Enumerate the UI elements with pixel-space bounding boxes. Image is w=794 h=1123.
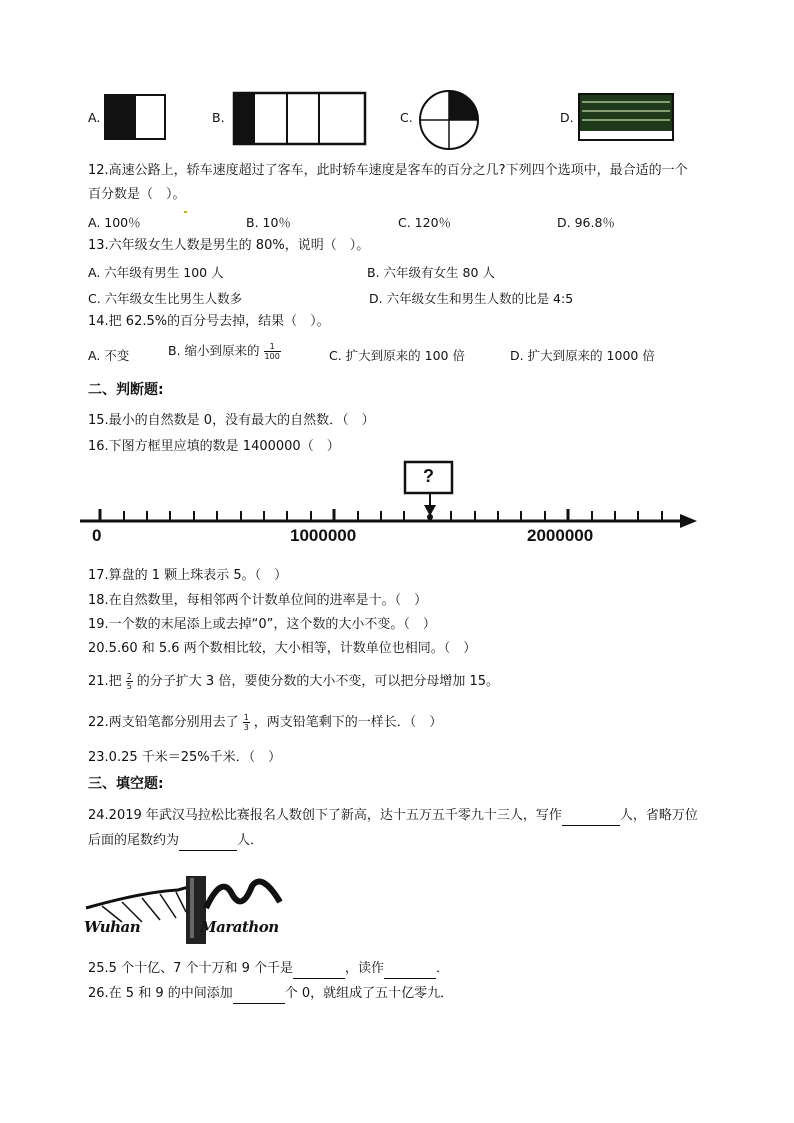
- q12-option-b: B. 10％: [246, 215, 291, 230]
- fraction-denominator: 3: [243, 723, 249, 732]
- number-line-label-1000000: 1000000: [290, 526, 357, 545]
- q14-option-d: D. 扩大到原来的 1000 倍: [510, 348, 655, 363]
- q24-line2-prefix: 后面的尾数约为: [88, 833, 180, 848]
- q11-option-c-label: C.: [400, 110, 413, 125]
- q24-blank-approx[interactable]: [179, 832, 237, 851]
- q14-text: 14.把 62.5%的百分号去掉，结果（ ）。: [88, 314, 330, 329]
- q19-text: 19.一个数的末尾添上或去掉“0”，这个数的大小不变。（ ）: [88, 617, 436, 632]
- section-heading-fill-in: 三、填空题:: [88, 776, 164, 792]
- q24-text-line1: [88, 807, 698, 826]
- q15-text: 15.最小的自然数是 0，没有最大的自然数．（ ）: [88, 413, 375, 428]
- q12-option-a: A. 100％: [88, 215, 141, 230]
- q13-text: 13.六年级女生人数是男生的 80%，说明（ ）。: [88, 238, 370, 253]
- q25-blank-reading[interactable]: [384, 960, 436, 979]
- q24-line1-prefix: 24.2019 年武汉马拉松比赛报名人数创下了新高，达十五万五千零九十三人，写作: [88, 808, 562, 823]
- q17-text: 17.算盘的 1 颗上珠表示 5。（ ）: [88, 568, 288, 583]
- q12-option-c: C. 120％: [398, 215, 452, 230]
- q12-text-line1: 12.高速公路上，轿车速度超过了客车，此时轿车速度是客车的百分之几?下列四个选项中，最合适的一个: [88, 163, 688, 178]
- q25-suffix: ．: [436, 961, 450, 976]
- q21-prefix: 21.把: [88, 674, 122, 689]
- q11-option-a-label: A.: [88, 110, 101, 125]
- q13-option-d: D. 六年级女生和男生人数的比是 4:5: [369, 291, 574, 306]
- fraction-denominator: 5: [126, 682, 132, 691]
- number-line-label-2000000: 2000000: [527, 526, 594, 545]
- fraction-denominator: 100: [264, 352, 280, 361]
- q22-fraction: [243, 713, 250, 732]
- q22-prefix: 22.两支铅笔都分别用去了: [88, 715, 239, 730]
- q22-text: [88, 713, 442, 732]
- q18-text: 18.在自然数里，每相邻两个计数单位间的进率是十。（ ）: [88, 593, 428, 608]
- logo-text-wuhan: Wuhan: [84, 918, 141, 936]
- fraction-numerator: 1: [264, 342, 281, 352]
- q11-option-b-label: B.: [212, 110, 225, 125]
- q13-option-a: A. 六年级有男生 100 人: [88, 265, 224, 280]
- q24-line2-suffix: 人．: [237, 833, 264, 848]
- q13-option-c: C. 六年级女生比男生人数多: [88, 291, 243, 306]
- q26-suffix: 个 0，就组成了五十亿零九．: [284, 986, 454, 1001]
- q26-prefix: 26.在 5 和 9 的中间添加: [88, 986, 233, 1001]
- q23-text: 23.0.25 千米＝25%千米．（ ）: [88, 750, 282, 765]
- q16-text: 16.下图方框里应填的数是 1400000（ ）: [88, 439, 340, 454]
- q14-option-c: C. 扩大到原来的 100 倍: [329, 348, 465, 363]
- number-line-box-label: ?: [423, 466, 434, 486]
- q22-suffix: ，两支铅笔剩下的一样长．（ ）: [253, 715, 443, 730]
- q11-option-d-label: D.: [560, 110, 574, 125]
- q25-middle: ，读作: [345, 961, 385, 976]
- q25-blank-number[interactable]: [293, 960, 345, 979]
- q21-fraction: [126, 672, 133, 691]
- q24-text-line2: [88, 832, 263, 851]
- q12-text-line2: 百分数是（ ）。: [88, 187, 186, 202]
- q14-option-a: A. 不变: [88, 348, 130, 363]
- fraction-numerator: 1: [243, 713, 249, 722]
- number-line-axis: [0, 0, 794, 560]
- logo-text-marathon: Marathon: [200, 918, 279, 936]
- q26-text: [88, 985, 453, 1004]
- q25-text: [88, 960, 449, 979]
- q25-prefix: 25.5 个十亿、7 个十万和 9 个千是: [88, 961, 294, 976]
- fraction-numerator: 2: [126, 672, 132, 681]
- q26-blank-count[interactable]: [233, 985, 285, 1004]
- q21-suffix: 的分子扩大 3 倍，要使分数的大小不变，可以把分母增加 15。: [136, 674, 499, 689]
- q12-option-d: D. 96.8％: [557, 215, 615, 230]
- q14-option-b-text: B. 缩小到原来的: [168, 343, 260, 358]
- q24-line1-suffix: 人，省略万位: [619, 808, 698, 823]
- number-line-label-0: 0: [92, 526, 102, 545]
- section-heading-judgement: 二、判断题:: [88, 382, 164, 398]
- q13-option-b: B. 六年级有女生 80 人: [367, 265, 495, 280]
- q24-blank-written[interactable]: [562, 807, 620, 826]
- q21-text: [88, 672, 499, 691]
- q20-text: 20.5.60 和 5.6 两个数相比较，大小相等，计数单位也相同。（ ）: [88, 641, 477, 656]
